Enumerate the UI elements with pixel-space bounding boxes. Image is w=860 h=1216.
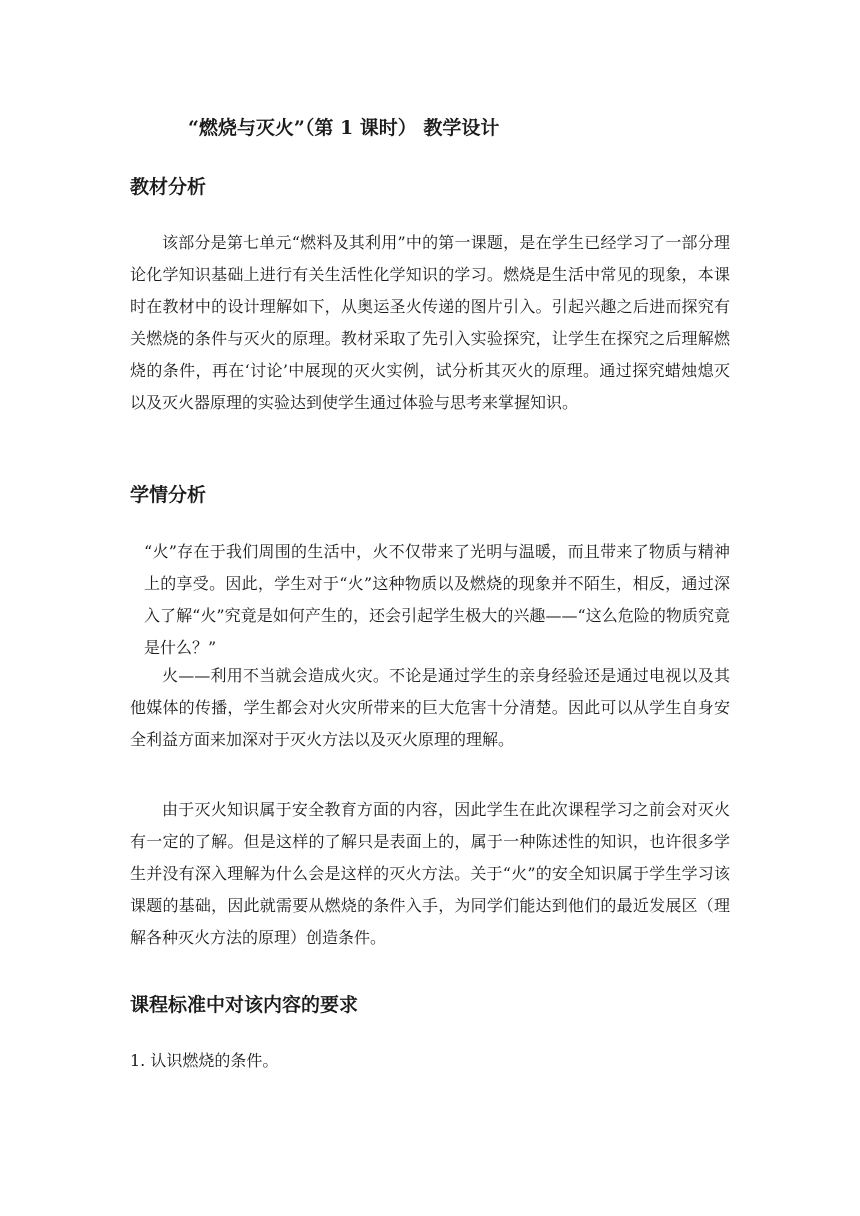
page-title: “燃烧与灭火”（第 1 课时） 教学设计 [188,117,500,139]
section-heading-curriculum-requirements: 课程标准中对该内容的要求 [130,994,359,1016]
paragraph-student-analysis-1: “火”存在于我们周围的生活中，火不仅带来了光明与温暖，而且带来了物质与精神上的享受。因此，学生对于“火”这种物质以及燃烧的现象并不陌生，相反，通过深入了解“火”究竟是如何产生的，还会引起学生极大的兴趣——“这么危险的物质究竟是什么？” [144,542,730,657]
document-page [130,0,730,1216]
paragraph-student-analysis-3: 由于灭火知识属于安全教育方面的内容，因此学生在此次课程学习之前会对灭火有一定的了解。但是这样的了解只是表面上的，属于一种陈述性的知识，也许很多学生并没有深入理解为什么会是这样的灭火方法。关于“火”的安全知识属于学生学习该课题的基础，因此就需要从燃烧的条件入手，为同学们能达到他们的最近发展区（理解各种灭火方法的原理）创造条件。 [130,800,730,947]
list-item-requirement-1: 1. 认识燃烧的条件。 [130,1051,279,1070]
paragraph-student-analysis-2: 火——利用不当就会造成火灾。不论是通过学生的亲身经验还是通过电视以及其他媒体的传播，学生都会对火灾所带来的巨大危害十分清楚。因此可以从学生自身安全利益方面来加深对于灭火方法以及灭火原理的理解。 [130,666,730,749]
paragraph-textbook-analysis: 该部分是第七单元“燃料及其利用”中的第一课题，是在学生已经学习了一部分理论化学知识基础上进行有关生活性化学知识的学习。燃烧是生活中常见的现象，本课时在教材中的设计理解如下，从奥运圣火传递的图片引入。引起兴趣之后进而探究有关燃烧的条件与灭火的原理。教材采取了先引入实验探究，让学生在探究之后理解燃烧的条件，再在‘讨论’中展现的灭火实例，试分析其灭火的原理。通过探究蜡烛熄灭以及灭火器原理的实验达到使学生通过体验与思考来掌握知识。 [130,233,730,412]
section-heading-textbook-analysis: 教材分析 [130,176,207,198]
section-heading-student-analysis: 学情分析 [130,484,207,506]
